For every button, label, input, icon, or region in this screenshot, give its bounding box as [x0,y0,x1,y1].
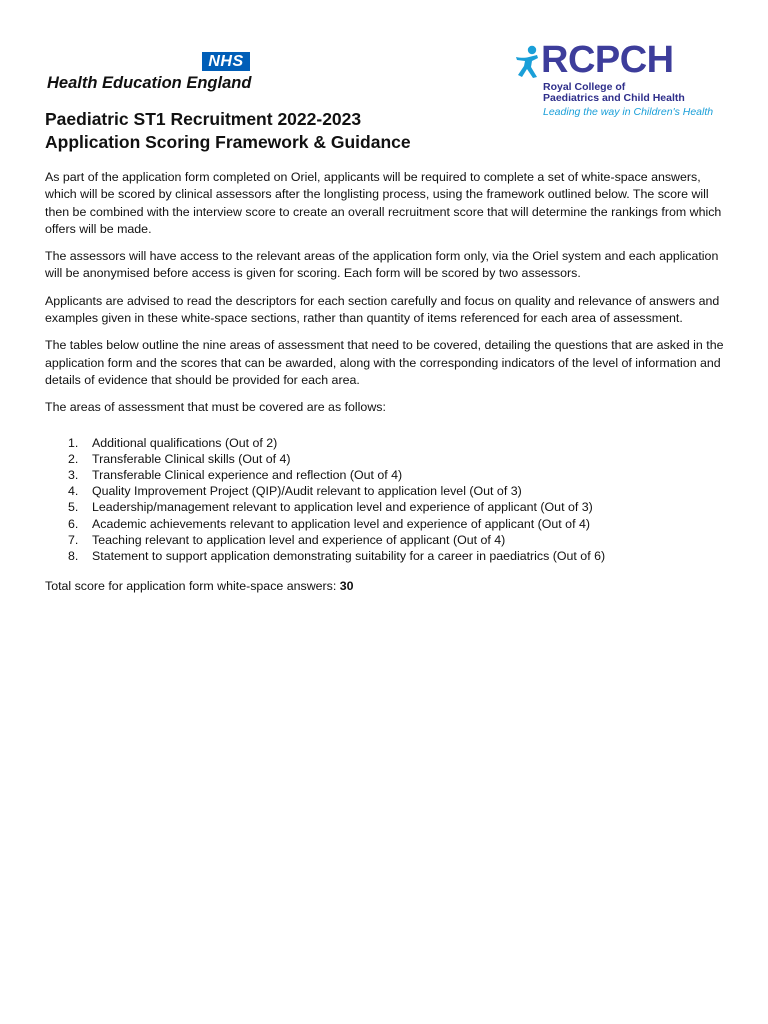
list-item [45,467,725,483]
list-item [45,532,725,548]
rcpch-subtitle-line1: Royal College of [543,81,626,93]
paragraph: As part of the application form completed on Oriel, applicants will be required to complete a set of white-space answers, which will be scored by clinical assessors after the longlisting process, using the framework outlined below. The score will then be combined with the interview score to create an overall recruitment score that will determine the rankings from which offers will be made. [45,170,722,236]
document-subtitle: Application Scoring Framework & Guidance [45,132,411,152]
total-score-label: Total score for application form white-space answers: [45,579,340,594]
list-text: Leadership/management relevant to application level and experience of applicant (Out of 3) [92,500,593,515]
paragraph: The tables below outline the nine areas of assessment that need to be covered, detailing the questions that are asked in the application form and the scores that can be awarded, along with the corresponding indicators of the level of information and details of evidence that should be provided for each area. [45,338,724,387]
nhs-badge: NHS [202,52,250,71]
list-number: 8. [68,548,79,563]
total-score [45,578,725,595]
paragraph: The areas of assessment that must be covered are as follows: [45,400,386,415]
document-body [45,169,725,605]
list-item [45,435,725,451]
list-text: Transferable Clinical experience and reflection (Out of 4) [92,467,403,482]
paragraph: Applicants are advised to read the descriptors for each section carefully and focus on quality and relevance of answers and examples given in these white-space sections, rather than quantity of items referenced for each area of assessment. [45,293,720,326]
rcpch-tagline: Leading the way in Children's Health [543,106,714,118]
list-number: 6. [68,516,79,531]
list-number: 3. [68,467,79,482]
list-item [45,483,725,499]
list-text: Teaching relevant to application level and experience of applicant (Out of 4) [92,532,506,547]
list-text: Transferable Clinical skills (Out of 4) [92,451,291,466]
list-item [45,499,725,515]
list-number: 1. [68,435,79,450]
document-title: Paediatric ST1 Recruitment 2022-2023 [45,109,362,129]
rcpch-logo [515,39,725,122]
list-number: 2. [68,451,79,466]
list-item [45,451,725,467]
rcpch-subtitle [543,82,685,104]
rcpch-subtitle-line2: Paediatrics and Child Health [543,92,685,104]
list-item [45,548,725,564]
total-score-value: 30 [339,579,354,594]
list-item [45,516,725,532]
list-number: 5. [68,500,79,515]
list-number: 7. [68,532,79,547]
list-text: Additional qualifications (Out of 2) [92,435,278,450]
list-number: 4. [68,484,79,499]
paragraph: The assessors will have access to the relevant areas of the application form only, via the Oriel system and each application will be anonymised before access is given for scoring. Each form will be scored by two assessors. [45,249,719,281]
list-text: Academic achievements relevant to application level and experience of applicant (Out of 4) [92,516,590,531]
hee-logo [47,52,252,94]
list-text: Quality Improvement Project (QIP)/Audit relevant to application level (Out of 3) [92,484,522,499]
child-figure-icon [515,45,543,79]
hee-name: Health Education England [47,74,252,92]
list-text: Statement to support application demonstrating suitability for a career in paediatrics (Out of 6) [92,548,606,563]
assessment-areas-list [45,435,725,565]
rcpch-wordmark: RCPCH [541,39,674,81]
